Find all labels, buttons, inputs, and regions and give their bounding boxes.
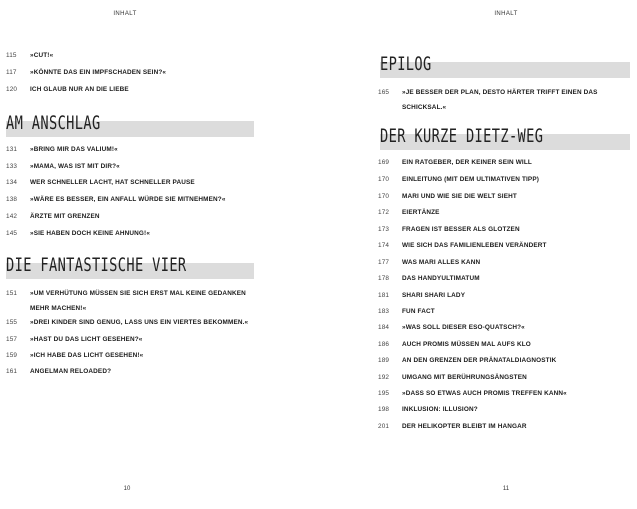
entry-title: ICH GLAUB NUR AN DIE LIEBE [30,86,129,93]
page-ref: 157 [6,336,18,343]
entry-title: »CUT!« [30,52,54,59]
entry-title: WER SCHNELLER LACHT, HAT SCHNELLER PAUSE [30,179,195,186]
entry-title: AUCH PROMIS MÜSSEN MAL AUFS KLO [402,341,531,348]
page-ref: 155 [6,319,18,326]
page-ref: 195 [378,390,390,397]
entry-title: »UM VERHÜTUNG MÜSSEN SIE SICH ERST MAL KEINE GEDANKEN [30,290,246,297]
page-ref: 145 [6,230,18,237]
page-ref: 189 [378,357,390,364]
entry-title: INKLUSION: ILLUSION? [402,406,478,413]
toc-entry [6,194,226,206]
page-ref: 159 [6,352,18,359]
toc-entry [378,273,480,285]
page-ref: 177 [378,259,390,266]
toc-entry [6,177,195,189]
chapter-heading [380,125,630,149]
entry-title: EINLEITUNG (MIT DEM ULTIMATIVEN TIPP) [402,176,540,183]
entry-title: WIE SICH DAS FAMILIENLEBEN VERÄNDERT [402,242,547,249]
entry-title: »KÖNNTE DAS EIN IMPFSCHADEN SEIN?« [30,69,167,76]
entry-title: »WAS SOLL DIESER ESO-QUATSCH?« [402,324,525,331]
page-ref: 183 [378,308,390,315]
entry-title: WAS MARI ALLES KANN [402,259,481,266]
entry-title: ANGELMAN RELOADED? [30,368,112,375]
entry-title: FUN FACT [402,308,435,315]
entry-title: AN DEN GRENZEN DER PRÄNATALDIAGNOSTIK [402,357,557,364]
toc-entry [378,306,435,318]
toc-entry [6,67,166,79]
toc-entry [378,339,531,351]
entry-title: DAS HANDYULTIMATUM [402,275,480,282]
entry-title: »DASS SO ETWAS AUCH PROMIS TREFFEN KANN« [402,390,567,397]
entry-title-continued: MEHR MACHEN!« [30,305,87,312]
page-ref: 115 [6,52,17,59]
running-head: INHALT [113,11,137,17]
toc-entry [6,350,143,362]
toc-entry [378,322,525,334]
entry-title: FRAGEN IST BESSER ALS GLOTZEN [402,226,520,233]
page-ref: 186 [378,341,390,348]
chapter-title: DIE FANTASTISCHE VIER [6,254,187,276]
page-number: 11 [502,486,510,492]
toc-entry [6,366,111,378]
chapter-title: EPILOG [380,53,432,75]
entry-title: SHARI SHARI LADY [402,292,466,299]
page-ref: 201 [378,423,390,430]
page-ref: 192 [378,374,390,381]
page-ref: 170 [378,176,390,183]
toc-entry [378,388,567,400]
page-ref: 170 [378,193,390,200]
toc-entry [378,372,527,384]
entry-title: »SIE HABEN DOCH KEINE AHNUNG!« [30,230,151,237]
page-ref: 142 [6,213,18,220]
page-ref: 198 [378,406,390,413]
page-ref: 131 [6,146,18,153]
entry-title: »MAMA, WAS IST MIT DIR?« [30,163,120,170]
page-ref: 151 [6,290,18,297]
page-ref: 165 [378,89,390,96]
entry-title: »BRING MIR DAS VALIUM!« [30,146,118,153]
toc-entry [6,50,53,62]
page-ref: 178 [378,275,390,282]
page-ref: 173 [378,226,390,233]
page-ref: 169 [378,159,390,166]
chapter-title: AM ANSCHLAG [6,112,101,134]
toc-entry [378,240,547,252]
toc-entry [378,257,480,269]
toc-entry [378,174,539,186]
toc-entry [378,157,532,169]
chapter-heading [380,53,630,77]
entry-title: »ICH HABE DAS LICHT GESEHEN!« [30,352,144,359]
toc-entry [378,224,520,236]
running-head: INHALT [494,11,518,17]
entry-title: »HAST DU DAS LICHT GESEHEN?« [30,336,143,343]
page-ref: 134 [6,179,18,186]
toc-entry [6,84,129,96]
page-ref: 138 [6,196,18,203]
left-page [0,0,318,509]
entry-title: EIN RATGEBER, DER KEINER SEIN WILL [402,159,532,166]
entry-title: EIERTÄNZE [402,209,440,216]
entry-title: »DREI KINDER SIND GENUG, LASS UNS EIN VIERTES BEKOMMEN.« [30,319,249,326]
page-ref: 184 [378,324,390,331]
toc-entry [378,207,440,219]
toc-entry [6,144,118,156]
toc-entry [378,85,633,115]
toc-entry [378,421,527,433]
toc-entry [6,211,100,223]
toc-entry [6,286,306,316]
entry-title: »WÄRE ES BESSER, EIN ANFALL WÜRDE SIE MITNEHMEN?« [30,196,226,203]
entry-title: ÄRZTE MIT GRENZEN [30,213,100,220]
page-ref: 181 [378,292,390,299]
toc-entry [6,161,120,173]
page-number: 10 [123,486,131,492]
page-ref: 172 [378,209,390,216]
toc-entry [6,334,143,346]
toc-entry [378,355,556,367]
page-ref: 133 [6,163,18,170]
toc-entry [6,317,248,329]
toc-entry [378,191,517,203]
toc-entry [6,228,150,240]
right-page [319,0,637,509]
entry-title: DER HELIKOPTER BLEIBT IM HANGAR [402,423,527,430]
entry-title: UMGANG MIT BERÜHRUNGSÄNGSTEN [402,374,527,381]
toc-entry [378,290,465,302]
page-ref: 120 [6,86,18,93]
toc-entry [378,404,478,416]
entry-title: MARI UND WIE SIE DIE WELT SIEHT [402,193,517,200]
entry-title: »JE BESSER DER PLAN, DESTO HÄRTER TRIFFT EINEN DAS [402,89,598,96]
page-ref: 161 [6,368,18,375]
chapter-heading [6,112,254,136]
page-ref: 117 [6,69,17,76]
chapter-title: DER KURZE DIETZ-WEG [380,125,544,147]
chapter-heading [6,254,254,278]
entry-title-continued: SCHICKSAL.« [402,104,447,111]
page-ref: 174 [378,242,390,249]
